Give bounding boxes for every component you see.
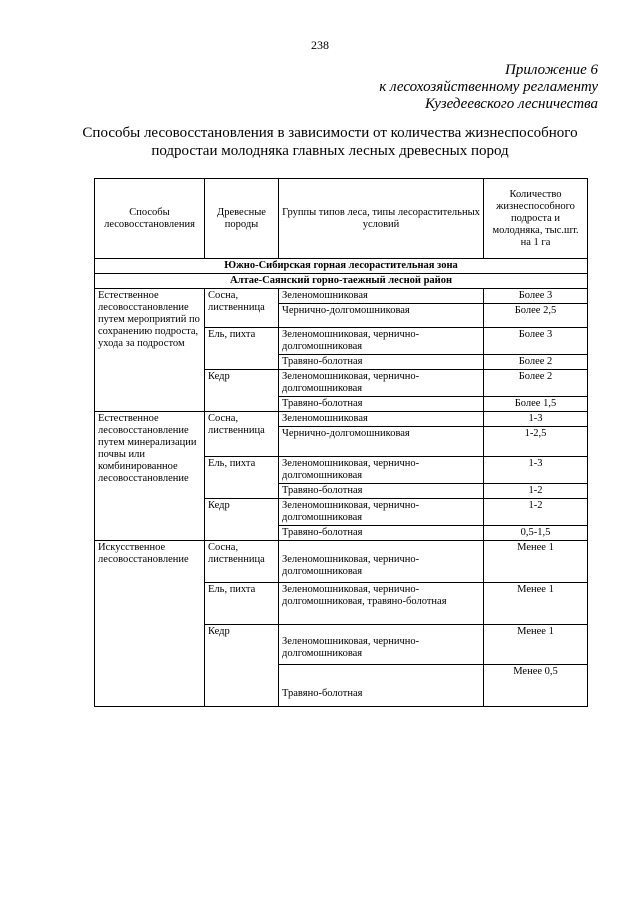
header-method: Способы лесовосстановления <box>95 179 205 259</box>
title-line-1: Способы лесовосстановления в зависимости от количества жизнеспособного <box>82 125 578 141</box>
quantity-cell: Более 1,5 <box>484 397 588 412</box>
quantity-cell: Менее 1 <box>484 583 588 625</box>
group-cell: Травяно-болотная <box>279 665 484 707</box>
table-row <box>95 289 588 304</box>
zone-row <box>95 259 588 274</box>
quantity-cell: Более 3 <box>484 289 588 304</box>
group-cell: Зеленомошниковая, чернично-долгомошниковая <box>279 499 484 526</box>
quantity-cell: Более 2 <box>484 355 588 370</box>
header-quantity: Количество жизнеспособного подроста и молодняка, тыс.шт. на 1 га <box>484 179 588 259</box>
appendix-heading <box>379 62 598 113</box>
species-cell: Ель, пихта <box>205 328 279 370</box>
header-groups: Группы типов леса, типы лесорастительных условий <box>279 179 484 259</box>
quantity-cell: Менее 1 <box>484 541 588 583</box>
group-cell: Чернично-долгомошниковая <box>279 427 484 457</box>
group-cell: Зеленомошниковая <box>279 289 484 304</box>
group-cell: Зеленомошниковая, чернично-долгомошниковая, травяно-болотная <box>279 583 484 625</box>
group-cell: Травяно-болотная <box>279 397 484 412</box>
table-row <box>95 541 588 583</box>
appendix-line-3: Кузедеевского лесничества <box>424 96 598 112</box>
quantity-cell: Менее 1 <box>484 625 588 665</box>
district-label: Алтае-Саянский горно-таежный лесной район <box>95 274 588 289</box>
group-cell: Зеленомошниковая, чернично-долгомошниковая <box>279 370 484 397</box>
method-cell: Естественное лесовосстановление путем мероприятий по сохранению подроста, ухода за подростом <box>95 289 205 412</box>
group-cell: Чернично-долгомошниковая <box>279 304 484 328</box>
group-cell: Травяно-болотная <box>279 355 484 370</box>
quantity-cell: Более 2 <box>484 370 588 397</box>
reforestation-table <box>94 178 588 707</box>
group-cell: Зеленомошниковая, чернично-долгомошниковая <box>279 541 484 583</box>
group-cell: Зеленомошниковая <box>279 412 484 427</box>
species-cell: Кедр <box>205 499 279 541</box>
group-cell: Зеленомошниковая, чернично-долгомошниковая <box>279 457 484 484</box>
district-row <box>95 274 588 289</box>
species-cell: Сосна, лиственница <box>205 541 279 583</box>
quantity-cell: Менее 0,5 <box>484 665 588 707</box>
species-cell: Ель, пихта <box>205 457 279 499</box>
group-cell: Зеленомошниковая, чернично-долгомошниковая <box>279 625 484 665</box>
quantity-cell: Более 2,5 <box>484 304 588 328</box>
quantity-cell: Более 3 <box>484 328 588 355</box>
group-cell: Травяно-болотная <box>279 484 484 499</box>
species-cell: Сосна, лиственница <box>205 412 279 457</box>
species-cell: Сосна, лиственница <box>205 289 279 328</box>
group-cell: Зеленомошниковая, чернично-долгомошниковая <box>279 328 484 355</box>
group-cell: Травяно-болотная <box>279 526 484 541</box>
species-cell: Ель, пихта <box>205 583 279 625</box>
header-species: Древесные породы <box>205 179 279 259</box>
species-cell: Кедр <box>205 370 279 412</box>
page-number: 238 <box>311 38 329 52</box>
quantity-cell: 1-2,5 <box>484 427 588 457</box>
quantity-cell: 1-3 <box>484 412 588 427</box>
zone-label: Южно-Сибирская горная лесорастительная зона <box>95 259 588 274</box>
quantity-cell: 1-3 <box>484 457 588 484</box>
appendix-line-1: Приложение 6 <box>505 62 598 78</box>
header-row <box>95 179 588 259</box>
method-cell: Искусственное лесовосстановление <box>95 541 205 707</box>
quantity-cell: 1-2 <box>484 484 588 499</box>
document-title <box>60 124 600 160</box>
title-line-2: подростаи молодняка главных лесных древесных пород <box>151 143 509 159</box>
quantity-cell: 0,5-1,5 <box>484 526 588 541</box>
quantity-cell: 1-2 <box>484 499 588 526</box>
species-cell: Кедр <box>205 625 279 707</box>
appendix-line-2: к лесохозяйственному регламенту <box>379 79 598 95</box>
method-cell: Естественное лесовосстановление путем минерализации почвы или комбинированное лесовосстановление <box>95 412 205 541</box>
table-row <box>95 412 588 427</box>
